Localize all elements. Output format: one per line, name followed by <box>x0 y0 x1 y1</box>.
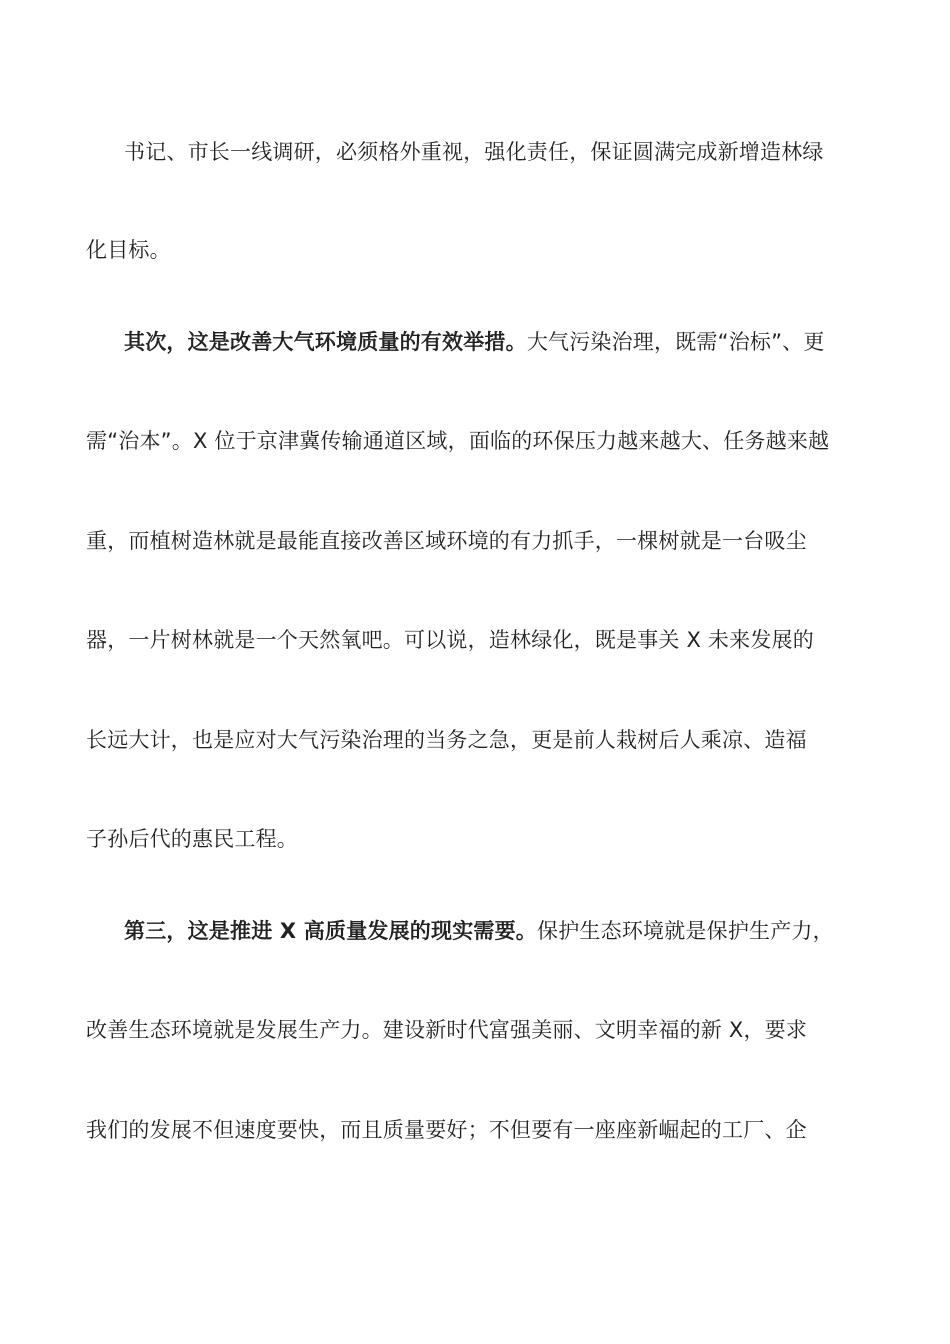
paragraph-1-line-1: 书记、市长一线调研，必须格外重视，强化责任，保证圆满完成新增造林绿 <box>124 140 824 164</box>
paragraph-2-lead-sentence: 其次，这是改善大气环境质量的有效举措。 <box>124 330 527 354</box>
paragraph-2-line-3: 重，而植树造林就是最能直接改善区域环境的有力抓手，一棵树就是一台吸尘 <box>86 529 807 553</box>
paragraph-2-line-1-rest: 大气污染治理，既需“治标”、更 <box>526 330 825 354</box>
paragraph-3-line-3: 我们的发展不但速度要快，而且质量要好；不但要有一座座新崛起的工厂、企 <box>86 1118 807 1142</box>
paragraph-2-line-6: 子孙后代的惠民工程。 <box>86 827 298 851</box>
paragraph-3-line-2: 改善生态环境就是发展生产力。建设新时代富强美丽、文明幸福的新 X，要求 <box>86 1018 808 1042</box>
paragraph-2-line-2: 需“治本”。X 位于京津冀传输通道区域，面临的环保压力越来越大、任务越来越 <box>86 429 830 453</box>
paragraph-3-line-1-rest: 保护生态环境就是保护生产力， <box>537 919 834 943</box>
paragraph-2-line-4: 器，一片树林就是一个天然氧吧。可以说，造林绿化，既是事关 X 未来发展的 <box>86 628 814 652</box>
paragraph-1-line-2: 化目标。 <box>86 238 171 262</box>
paragraph-3-line-1 <box>124 917 914 945</box>
paragraph-3-lead-sentence: 第三，这是推进 X 高质量发展的现实需要。 <box>124 919 538 943</box>
paragraph-2-line-5: 长远大计，也是应对大气污染治理的当务之急，更是前人栽树后人乘凉、造福 <box>86 728 807 752</box>
paragraph-2-line-1 <box>124 328 914 356</box>
